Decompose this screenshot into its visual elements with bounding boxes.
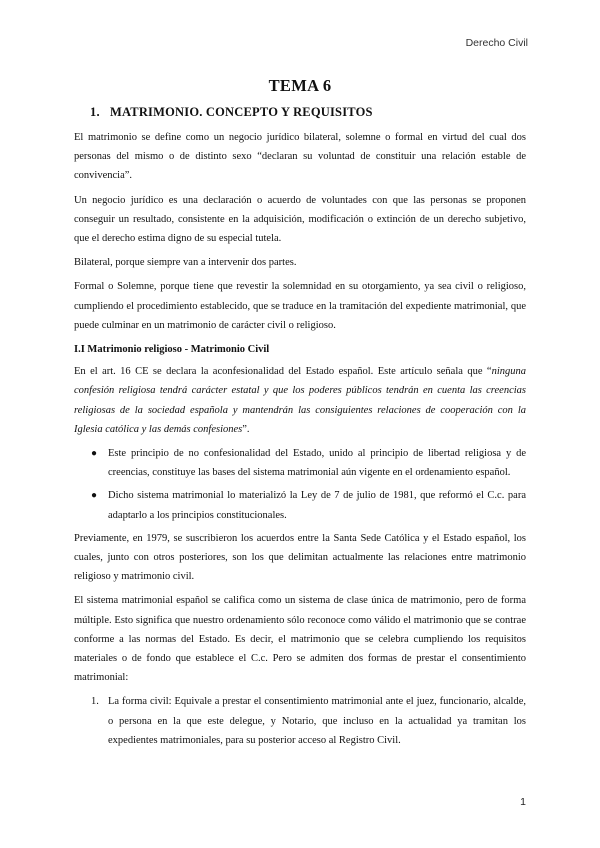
bullet-item <box>74 486 526 524</box>
page-title: TEMA 6 <box>268 76 332 95</box>
paragraph-bilateral: Bilateral, porque siempre van a intervenir dos partes. <box>74 257 297 269</box>
item-text: La forma civil: Equivale a prestar el consentimiento matrimonial ante el juez, funcionario, alcalde, o persona en la que este delegue, y Notario, que incluso en la actualidad ya tramitan los expedientes matrimoniales, para su posterior acceso al Registro Civil. <box>108 696 526 746</box>
bullet-text: Dicho sistema matrimonial lo materializó la Ley de 7 de julio de 1981, que reformó el C.c. para adaptarlo a los principios constitucionales. <box>108 490 526 521</box>
paragraph-formal: Formal o Solemne, porque tiene que revestir la solemnidad en su otorgamiento, ya sea civil o religioso, cumpliendo el procedimiento establecido, que se traduce en la tramitación del expediente matrimonial, que puede culminar en un matrimonio de carácter civil o religioso. <box>74 281 526 331</box>
page-number: 1 <box>520 796 526 808</box>
paragraph-sistema-matrimonial: El sistema matrimonial español se califica como un sistema de clase única de matrimonio, pero de forma múltiple. Esto significa que nuestro ordenamiento sólo reconoce como válido el matrimonio que se contrae conforme a las normas del Estado. Es decir, el matrimonio que se celebra cumpliendo los requisitos materiales o de fondo que establece el C.c. Pero se admiten dos formas de prestar el consentimiento matrimonial: <box>74 595 526 684</box>
subsection-heading: I.I Matrimonio religioso - Matrimonio Civil <box>74 344 270 356</box>
header-subject: Derecho Civil <box>465 37 528 49</box>
bullet-icon: ● <box>91 490 98 502</box>
bullet-icon: ● <box>91 448 98 460</box>
paragraph-negocio-juridico: Un negocio jurídico es una declaración o acuerdo de voluntades con que las personas se proponen conseguir un resultado, consistente en la adquisición, modificación o extinción de un derecho subjetivo, que el derecho estima digno de su especial tutela. <box>74 194 526 245</box>
numbered-list <box>74 692 526 750</box>
bullet-text: Este principio de no confesionalidad del Estado, unido al principio de libertad religiosa y de creencias, constituye las bases del sistema matrimonial aún vigente en el ordenamiento español. <box>108 448 526 479</box>
numbered-item <box>74 692 526 750</box>
art16-intro: En el art. 16 CE se declara la aconfesionalidad del Estado español. Este artículo señala que “ <box>74 366 492 378</box>
paragraph-acuerdos-1979: Previamente, en 1979, se suscribieron los acuerdos entre la Santa Sede Católica y el Estado español, los cuales, junto con otros posteriores, son los que delimitan actualmente las relaciones entre matrimonio religioso y matrimonio civil. <box>74 532 526 583</box>
section-heading <box>90 104 526 120</box>
section-number: 1. <box>90 105 100 119</box>
art16-closing: ”. <box>242 423 250 435</box>
item-number: 1. <box>91 696 99 708</box>
art16-quote: ninguna confesión religiosa tendrá carácter estatal y que los poderes públicos tendrán en cuenta las creencias religiosas de la sociedad española y mantendrán las consiguientes relaciones de cooperación con la Iglesia católica y las demás confesiones <box>74 366 526 435</box>
paragraph-definition: El matrimonio se define como un negocio jurídico bilateral, solemne o formal en virtud del cual dos personas del mismo o de distinto sexo “declaran su voluntad de constituir una relación estable de convivencia”. <box>74 132 526 182</box>
section-title: MATRIMONIO. CONCEPTO Y REQUISITOS <box>110 105 373 119</box>
bullet-item <box>74 444 526 482</box>
document-body <box>74 76 526 750</box>
paragraph-art16 <box>74 362 526 439</box>
bullet-list <box>74 444 526 525</box>
